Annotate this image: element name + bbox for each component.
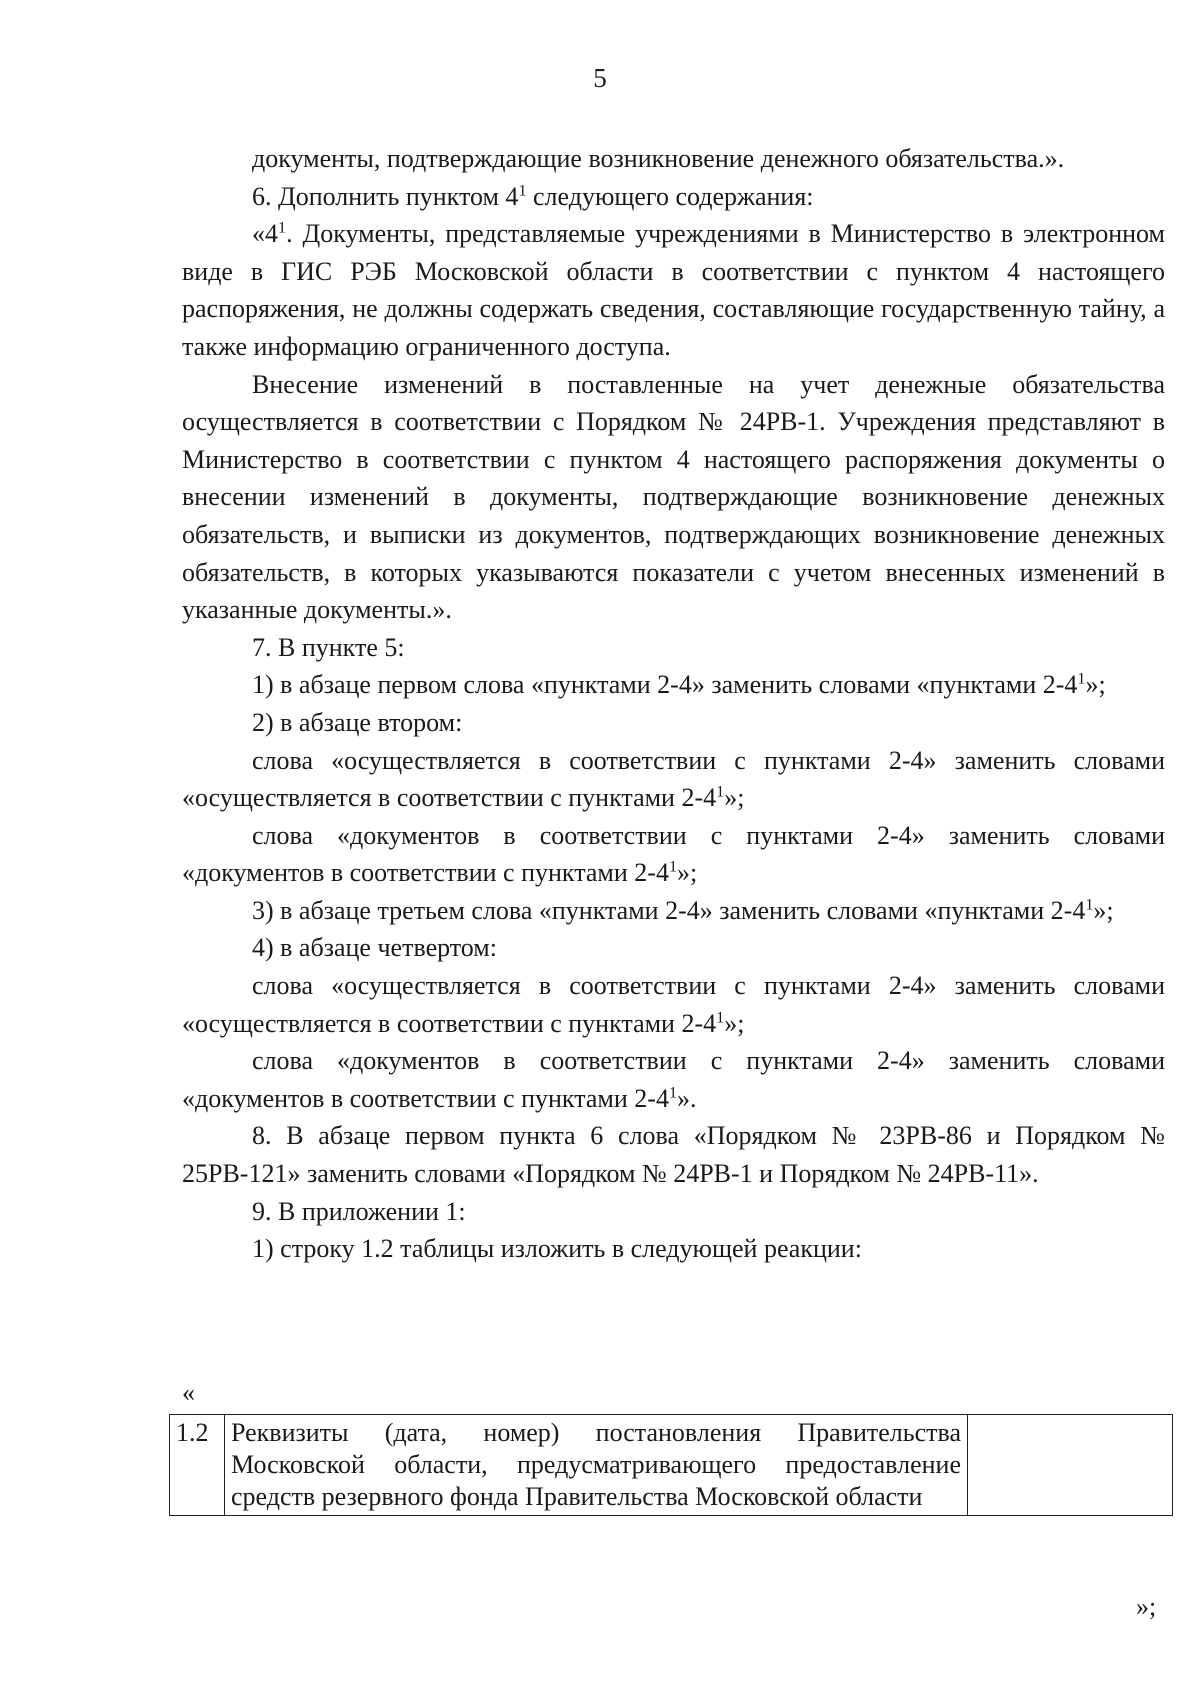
paragraph: 1) строку 1.2 таблицы изложить в следующей реакции: <box>252 1234 862 1264</box>
paragraph: слова «осуществляется в соответствии с пунктами 2-4» заменить словами «осуществляется в соответствии с пунктами $2-4^1$»; <box>182 971 1165 1038</box>
paragraph: 7. В пункте 5: <box>252 632 405 662</box>
paragraph: 3) в абзаце третьем слова «пунктами 2-4» заменить словами «пунктами $2-4^1$»; <box>252 895 1114 925</box>
table-row <box>170 1415 1173 1516</box>
paragraph: «$4^1$. Документы, представляемые учреждениями в Министерство в электронном виде в ГИС РЭБ Московской области в соответствии с пунктом 4 настоящего распоряжения, не должны содержать сведения, составляющие государственную тайну, а также информацию ограниченного доступа. <box>182 219 1165 361</box>
paragraph: 4) в абзаце четвертом: <box>252 933 497 963</box>
row-description: Реквизиты (дата, номер) постановления Правительства Московской области, предусматривающего предоставление средств резервного фонда Правительства Московской области <box>225 1415 968 1516</box>
requisites-table <box>169 1414 1173 1516</box>
closing-quote: »; <box>1136 1592 1157 1621</box>
paragraph: документы, подтверждающие возникновение денежного обязательства.». <box>252 144 1065 173</box>
paragraph: 9. В приложении 1: <box>252 1196 466 1226</box>
paragraph: 6. Дополнить пунктом $4^1$ следующего содержания: <box>252 181 814 211</box>
page-number: 5 <box>593 63 607 93</box>
paragraph: 8. В абзаце первом пункта 6 слова «Порядком № 23РВ-86 и Порядком № 25РВ-121» заменить словами «Порядком № 24РВ-1 и Порядком № 24РВ-11». <box>182 1121 1165 1189</box>
paragraph: Внесение изменений в поставленные на учет денежные обязательства осуществляется в соответствии с Порядком № 24РВ-1. Учреждения представляют в Министерство в соответствии с пунктом 4 настоящего распоряжения документы о внесении изменений в документы, подтверждающие возникновение денежных обязательств, и выписки из документов, подтверждающих возникновение денежных обязательств, в которых указываются показатели с учетом внесенных изменений в указанные документы.». <box>182 369 1165 625</box>
paragraph: 2) в абзаце втором: <box>252 707 463 737</box>
paragraph: слова «осуществляется в соответствии с пунктами 2-4» заменить словами «осуществляется в соответствии с пунктами $2-4^1$»; <box>182 745 1165 813</box>
paragraph: 1) в абзаце первом слова «пунктами 2-4» заменить словами «пунктами $2-4^1$»; <box>252 670 1106 700</box>
row-number: 1.2 <box>170 1415 225 1516</box>
row-value <box>968 1415 1173 1516</box>
paragraph: слова «документов в соответствии с пунктами 2-4» заменить словами «документов в соответствии с пунктами $2-4^1$». <box>182 1046 1165 1113</box>
body-text <box>182 140 1165 1268</box>
paragraph: слова «документов в соответствии с пунктами 2-4» заменить словами «документов в соответствии с пунктами $2-4^1$»; <box>182 820 1165 888</box>
opening-quote: « <box>182 1378 195 1407</box>
